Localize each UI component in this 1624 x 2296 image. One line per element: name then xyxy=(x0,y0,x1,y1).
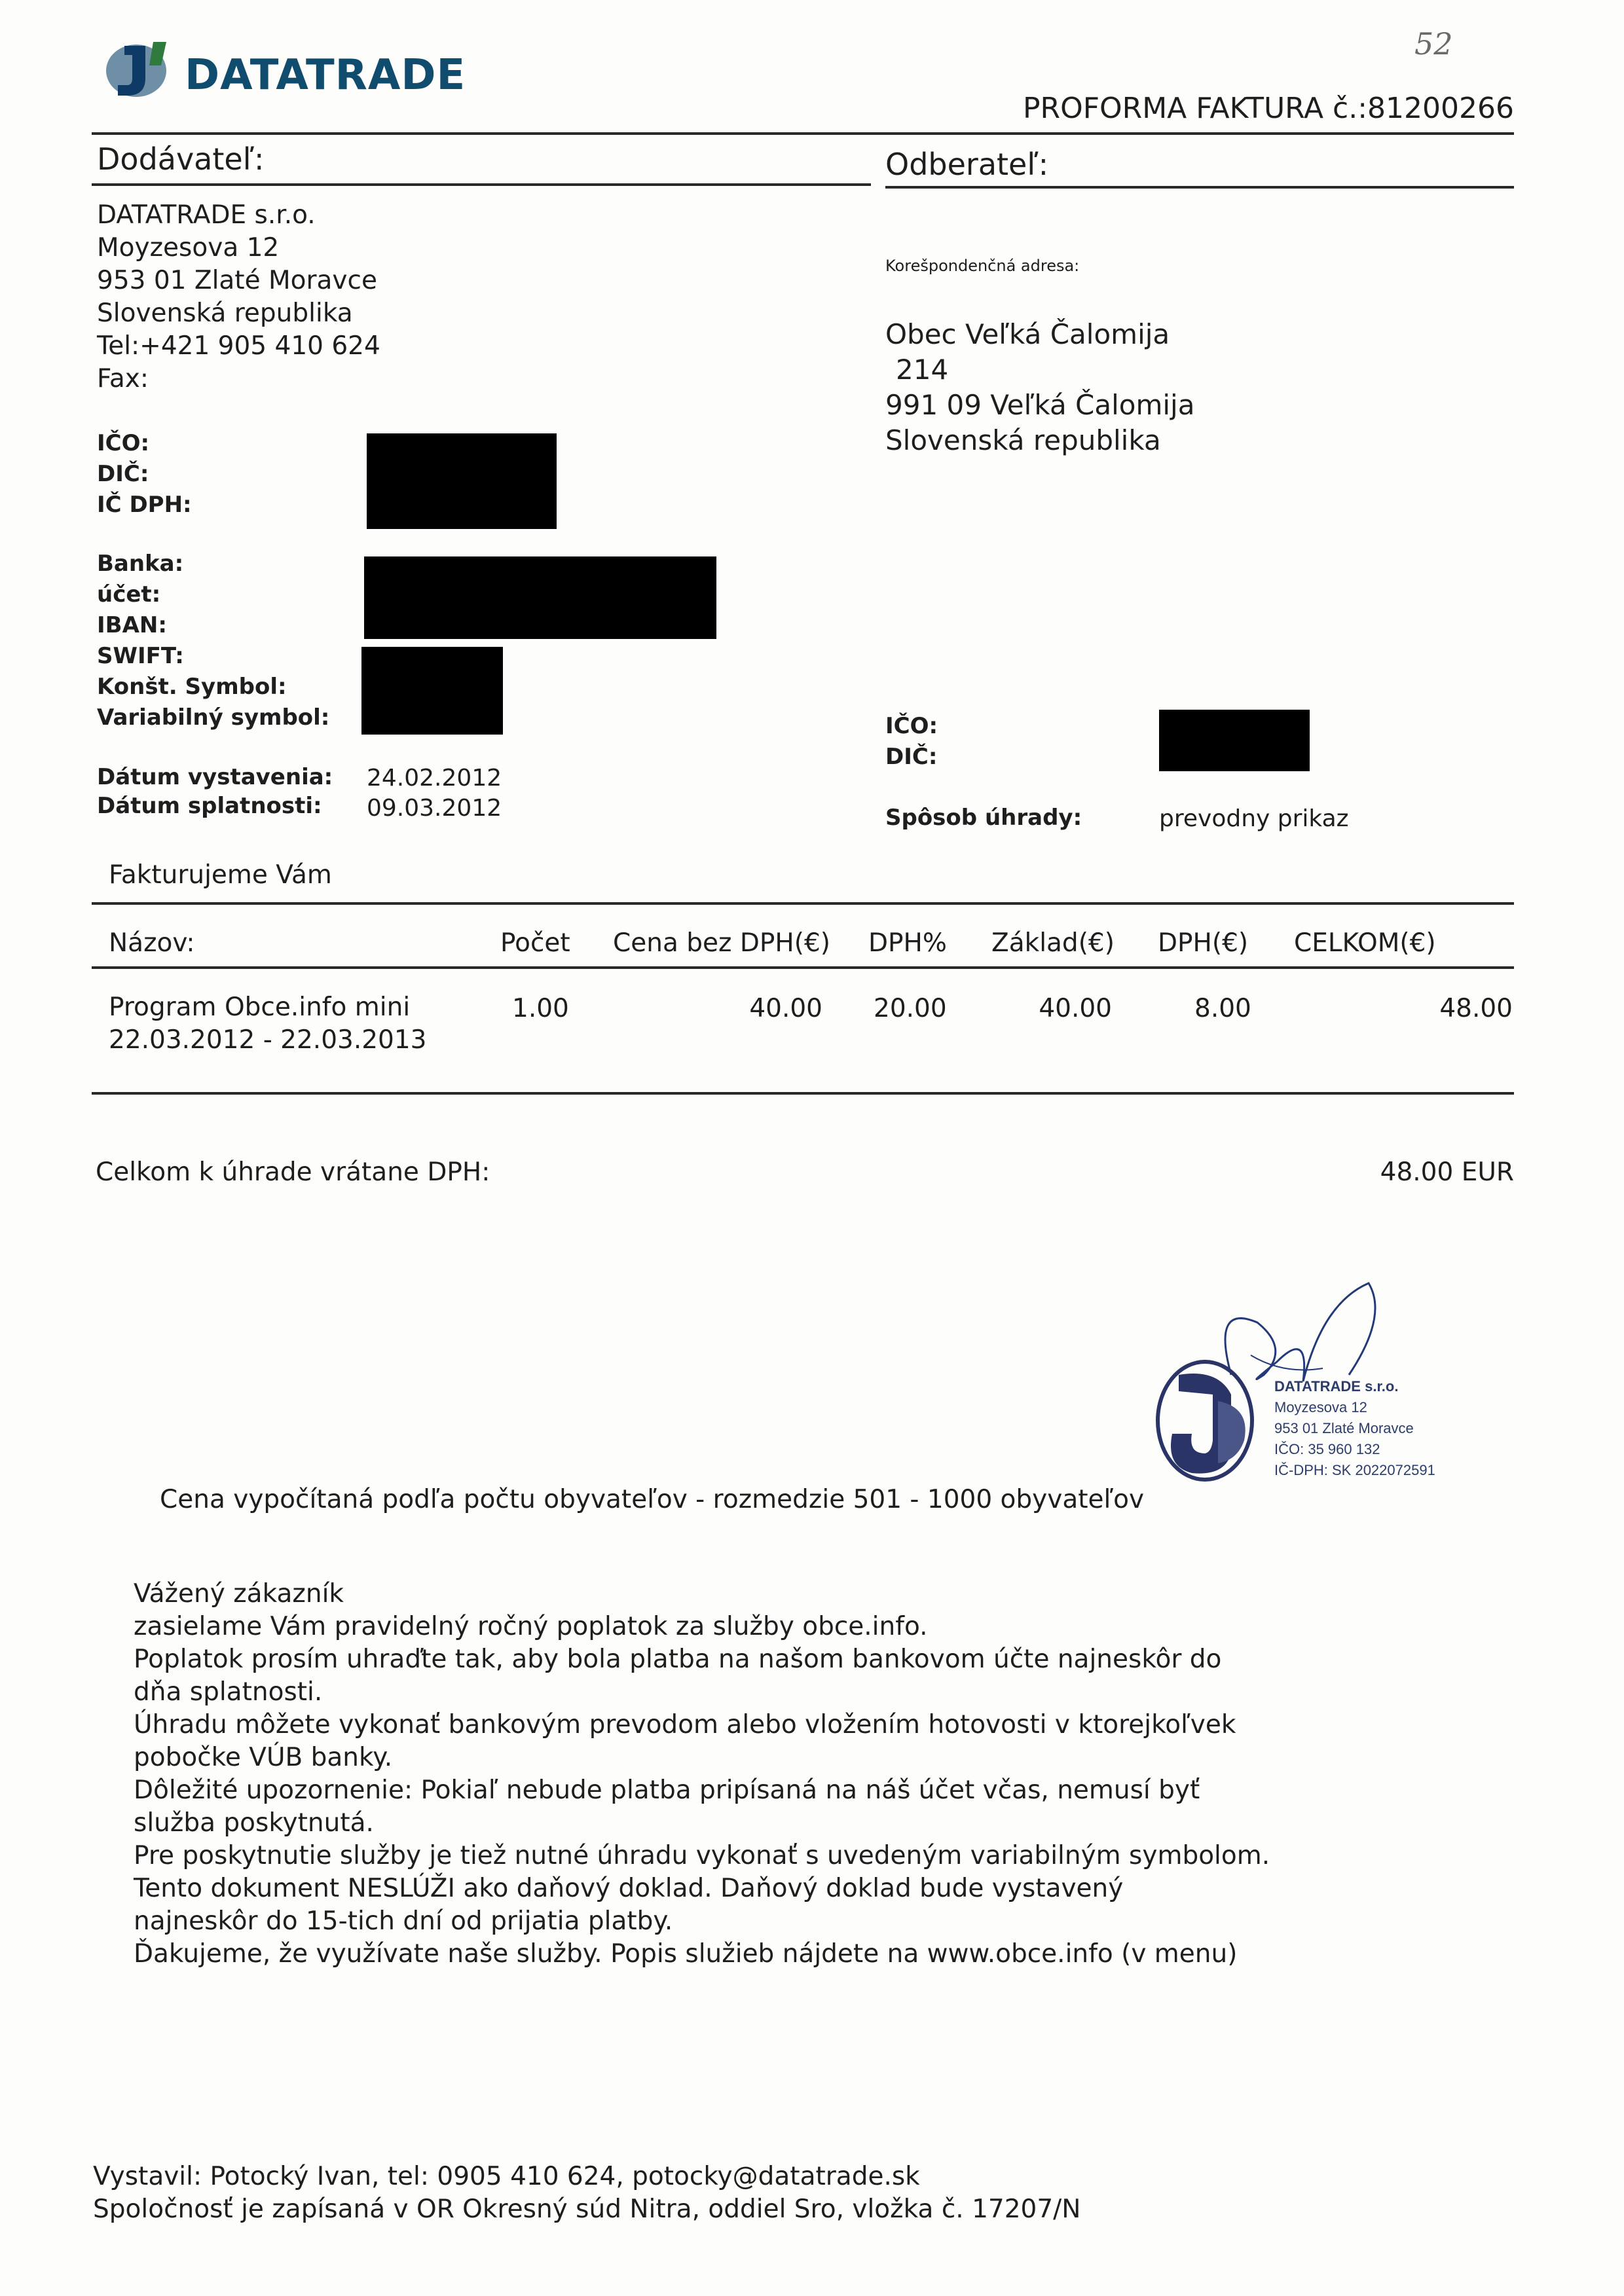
date-issued-value: 24.02.2012 xyxy=(367,765,502,792)
heading-rule-left xyxy=(92,183,871,186)
col-base-header: Základ(€) xyxy=(991,928,1115,958)
company-stamp xyxy=(1153,1277,1493,1499)
logo-wordmark: DATATRADE xyxy=(185,51,466,100)
variable-symbol-label: Variabilný symbol: xyxy=(97,704,330,731)
col-total-header: CELKOM(€) xyxy=(1294,928,1436,958)
message-line: Ďakujeme, že využívate naše služby. Popis služieb nájdete na www.obce.info (v menu) xyxy=(134,1939,1238,1969)
message-line: Pre poskytnutie služby je tiež nutné úhradu vykonať s uvedeným variabilným symbolom. xyxy=(134,1841,1270,1870)
message-line: Poplatok prosím uhraďte tak, aby bola platba na našom bankovom účte najneskôr do xyxy=(134,1645,1222,1674)
correspondence-label: Korešpondenčná adresa: xyxy=(885,257,1080,275)
message-line: Úhradu môžete vykonať bankovým prevodom alebo vložením hotovosti v ktorejkoľvek xyxy=(134,1710,1236,1740)
stamp-line: Moyzesova 12 xyxy=(1274,1399,1367,1415)
item-vat-pct: 20.00 xyxy=(874,994,947,1023)
payment-method-label: Spôsob úhrady: xyxy=(885,805,1082,831)
stamp-line: IČO: 35 960 132 xyxy=(1274,1441,1380,1457)
date-due-label: Dátum splatnosti: xyxy=(97,793,322,819)
table-top-rule xyxy=(92,902,1514,905)
ico-label: IČO: xyxy=(97,430,150,456)
item-qty: 1.00 xyxy=(512,994,569,1023)
message-line: služba poskytnutá. xyxy=(134,1808,374,1838)
title-rule xyxy=(92,132,1514,135)
message-line: Tento dokument NESLÚŽI ako daňový doklad. Daňový doklad bude vystavený xyxy=(134,1874,1124,1903)
supplier-line: Slovenská republika xyxy=(97,299,353,328)
item-vat: 8.00 xyxy=(1194,994,1251,1023)
date-due-value: 09.03.2012 xyxy=(367,795,502,822)
table-bottom-rule xyxy=(92,1092,1514,1095)
price-note: Cena vypočítaná podľa počtu obyvateľov - rozmedzie 501 - 1000 obyvateľov xyxy=(160,1485,1145,1514)
footer xyxy=(93,2160,1080,2226)
supplier-address xyxy=(97,199,380,395)
message-line: pobočke VÚB banky. xyxy=(134,1743,393,1772)
customer-message xyxy=(134,1578,1270,1971)
redacted-supplier-ids xyxy=(367,433,557,529)
customer-line: Obec Veľká Čalomija xyxy=(885,318,1170,350)
bank-label: Banka: xyxy=(97,551,184,577)
ic-dph-label: IČ DPH: xyxy=(97,492,192,518)
company-logo xyxy=(98,33,466,105)
customer-heading: Odberateľ: xyxy=(885,147,1049,182)
supplier-line: DATATRADE s.r.o. xyxy=(97,200,316,230)
col-price-header: Cena bez DPH(€) xyxy=(613,928,830,958)
redacted-symbols xyxy=(361,647,503,735)
col-vat-pct-header: DPH% xyxy=(868,928,947,958)
swift-label: SWIFT: xyxy=(97,643,184,669)
page-number-handwritten: 52 xyxy=(1414,26,1453,62)
supplier-id-labels xyxy=(97,428,192,520)
stamp-line: IČ-DPH: SK 2022072591 xyxy=(1274,1462,1435,1478)
customer-dic-label: DIČ: xyxy=(885,744,938,770)
footer-contact: Vystavil: Potocký Ivan, tel: 0905 410 624, potocky@datatrade.sk xyxy=(93,2162,920,2191)
col-name-header: Názov: xyxy=(109,928,195,958)
supplier-line: Tel:+421 905 410 624 xyxy=(97,331,380,361)
item-price: 40.00 xyxy=(749,994,822,1023)
message-line: dňa splatnosti. xyxy=(134,1677,323,1707)
date-issued-label: Dátum vystavenia: xyxy=(97,764,333,790)
invoice-intro: Fakturujeme Vám xyxy=(109,860,332,890)
total-label: Celkom k úhrade vrátane DPH: xyxy=(96,1157,490,1187)
customer-ico-label: IČO: xyxy=(885,713,938,739)
iban-label: IBAN: xyxy=(97,612,167,638)
col-vat-header: DPH(€) xyxy=(1158,928,1249,958)
supplier-bank-labels xyxy=(97,549,329,733)
item-total: 48.00 xyxy=(1439,994,1513,1023)
message-line: najneskôr do 15-tich dní od prijatia platby. xyxy=(134,1906,673,1936)
total-value: 48.00 EUR xyxy=(1380,1157,1514,1187)
account-label: účet: xyxy=(97,581,161,608)
supplier-line: Moyzesova 12 xyxy=(97,233,280,263)
col-qty-header: Počet xyxy=(500,928,570,958)
redacted-bank-account xyxy=(364,556,716,639)
customer-line: Slovenská republika xyxy=(885,424,1161,456)
customer-address xyxy=(885,317,1194,458)
message-line: Dôležité upozornenie: Pokiaľ nebude platba pripísaná na náš účet včas, nemusí byť xyxy=(134,1776,1200,1805)
supplier-line: 953 01 Zlaté Moravce xyxy=(97,266,377,295)
item-base: 40.00 xyxy=(1039,994,1112,1023)
customer-line: 214 xyxy=(896,354,949,386)
invoice-title: PROFORMA FAKTURA č.:81200266 xyxy=(1022,92,1514,125)
redacted-customer-ids xyxy=(1159,710,1310,771)
item-period: 22.03.2012 - 22.03.2013 xyxy=(109,1025,427,1055)
heading-rule-right xyxy=(885,186,1514,189)
stamp-text xyxy=(1274,1376,1435,1481)
customer-line: 991 09 Veľká Čalomija xyxy=(885,389,1195,421)
stamp-logo-icon xyxy=(1153,1355,1257,1486)
stamp-line: DATATRADE s.r.o. xyxy=(1274,1378,1399,1394)
footer-registration: Spoločnosť je zapísaná v OR Okresný súd Nitra, oddiel Sro, vložka č. 17207/N xyxy=(93,2195,1081,2224)
customer-id-labels xyxy=(885,711,938,773)
datatrade-logo-icon xyxy=(98,33,177,105)
message-line: Vážený zákazník xyxy=(134,1579,344,1609)
const-symbol-label: Konšt. Symbol: xyxy=(97,674,287,700)
dic-label: DIČ: xyxy=(97,461,149,487)
stamp-line: 953 01 Zlaté Moravce xyxy=(1274,1420,1414,1436)
payment-method-value: prevodny prikaz xyxy=(1159,805,1349,832)
supplier-line: Fax: xyxy=(97,364,149,393)
item-name: Program Obce.info mini xyxy=(109,993,411,1022)
supplier-heading: Dodávateľ: xyxy=(97,141,265,177)
table-header-rule xyxy=(92,966,1514,969)
message-line: zasielame Vám pravidelný ročný poplatok za služby obce.info. xyxy=(134,1612,928,1641)
